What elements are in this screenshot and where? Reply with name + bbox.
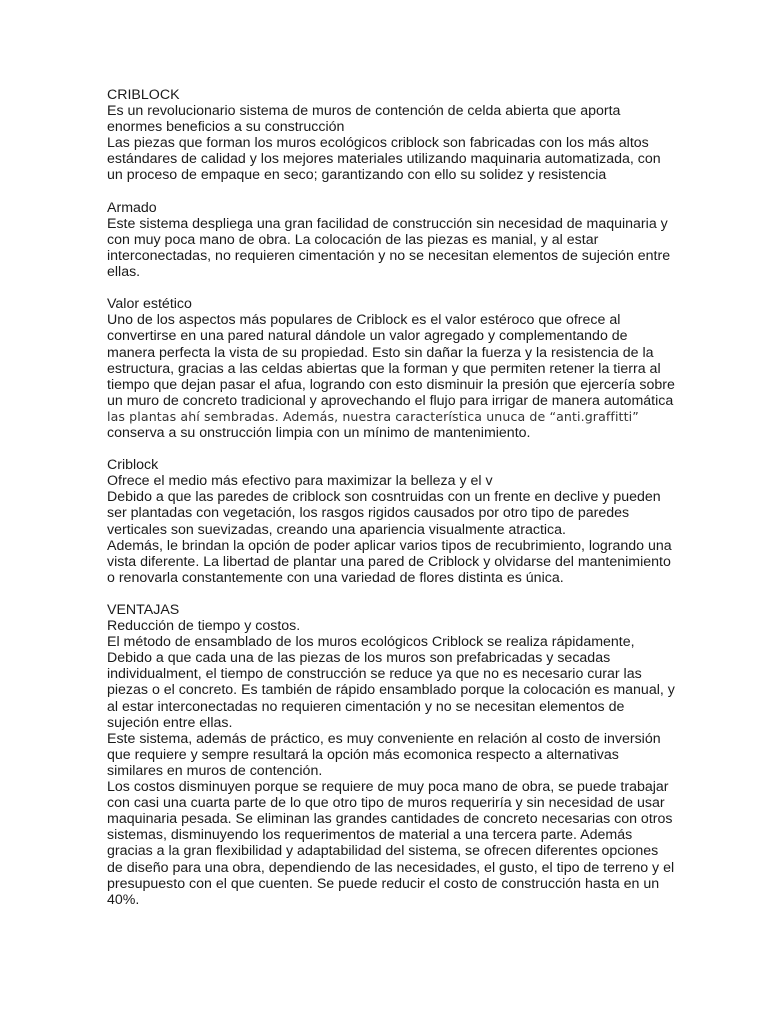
- text-line: verticales son suevizadas, creando una apariencia visualmente atractica.: [107, 521, 566, 538]
- heading-ventajas: VENTAJAS: [107, 602, 180, 618]
- text-line: 40%.: [107, 891, 140, 908]
- text-line: Debido a que las paredes de criblock son cosntruidas con un frente en declive y pueden: [107, 489, 661, 506]
- text-line: vista diferente. La libertad de plantar una pared de Criblock y olvidarse del mantenimiento: [107, 553, 671, 570]
- text-line: Uno de los aspectos más populares de Criblock es el valor estéroco que ofrece al: [107, 312, 621, 329]
- text-line: con casi una cuarta parte de lo que otro tipo de muros requeriría y sin necesidad de usar: [107, 795, 665, 812]
- text-line: Además, le brindan la opción de poder aplicar varios tipos de recubrimiento, logrando una: [107, 537, 672, 554]
- text-line: un proceso de empaque en seco; garantizando con ello su solidez y resistencia: [107, 167, 607, 184]
- text-line: convertirse en una pared natural dándole un valor agregado y complementando de: [107, 328, 628, 345]
- text-line: ser plantadas con vegetación, los rasgos rigidos causados por otro tipo de paredes: [107, 505, 630, 522]
- text-line: presupuesto con el que cuenten. Se puede reducir el costo de construcción hasta en un: [107, 875, 660, 892]
- text-line: sistemas, disminuyendo los requerimentos de material a una tercera parte. Además: [107, 827, 633, 844]
- heading-criblock: Criblock: [107, 457, 159, 474]
- text-line: un muro de concreto tradicional y aprovechando el flujo para irrigar de manera automática: [107, 392, 674, 409]
- text-line: Es un revolucionario sistema de muros de contención de celda abierta que aporta: [107, 103, 621, 120]
- document-body: [107, 87, 675, 908]
- text-line: similares en muros de contención.: [107, 762, 323, 779]
- title-criblock: CRIBLOCK: [107, 87, 180, 103]
- paragraph-spacer: [107, 586, 667, 602]
- paragraph-spacer: [107, 184, 667, 200]
- text-line: Las piezas que forman los muros ecológicos criblock son fabricadas con los más altos: [107, 135, 649, 152]
- text-line: Este sistema despliega una gran facilidad de construcción sin necesidad de maquinaria y: [107, 215, 668, 232]
- text-line: manera perfecta la vista de su propiedad. Esto sin dañar la fuerza y la resistencia de la: [107, 344, 654, 361]
- text-line: estándares de calidad y los mejores materiales utilizando maquinaria automatizada, con: [107, 151, 661, 168]
- text-line: o renovarla constantemente con una variedad de flores distinta es única.: [107, 569, 564, 586]
- heading-valor-estetico: Valor estético: [107, 296, 192, 313]
- text-line: de diseño para una obra, dependiendo de las necesidades, el gusto, el tipo de terreno y el: [107, 859, 675, 876]
- text-line: enormes beneficios a su construcción: [107, 119, 345, 136]
- text-line: piezas o el concreto. Es también de rápido ensamblado porque la colocación es manual, y: [107, 682, 675, 699]
- text-line: Ofrece el medio más efectivo para maximizar la belleza y el v: [107, 473, 493, 490]
- heading-armado: Armado: [107, 199, 157, 216]
- paragraph-spacer: [107, 441, 667, 457]
- text-line: que requiere y sempre resultará la opción más ecomonica respecto a alternativas: [107, 746, 619, 763]
- paragraph-spacer: [107, 280, 667, 296]
- text-line: Los costos disminuyen porque se requiere de muy poca mano de obra, se puede trabajar: [107, 779, 669, 796]
- text-line: con muy poca mano de obra. La colocación de las piezas es manial, y al estar: [107, 231, 599, 248]
- text-line: tiempo que dejan pasar el afua, logrando con esto disminuir la presión que ejercería sobre: [107, 376, 675, 393]
- text-line: interconectadas, no requieren cimentación y no se necesitan elementos de sujeción entre: [107, 247, 671, 264]
- text-line: maquinaria pesada. Se eliminan las grandes cantidades de concreto necesarias con otros: [107, 811, 673, 828]
- text-line: sujeción entre ellas.: [107, 714, 233, 731]
- text-line: las plantas ahí sembradas. Además, nuestra característica unuca de “anti.graffitti”: [107, 408, 639, 424]
- text-line: al estar interconectadas no requieren cimentación y no se necesitan elementos de: [107, 698, 625, 715]
- text-line: gracias a la gran flexibilidad y adaptabilidad del sistema, se ofrecen diferentes opciones: [107, 843, 659, 860]
- text-line: Reducción de tiempo y costos.: [107, 618, 301, 635]
- text-line: estructura, gracias a las celdas abiertas que la forman y que permiten retener la tierra al: [107, 360, 661, 377]
- text-line: El método de ensamblado de los muros ecológicos Criblock se realiza rápidamente,: [107, 634, 635, 651]
- text-line: Este sistema, además de práctico, es muy conveniente en relación al costo de inversión: [107, 730, 661, 747]
- text-line: conserva a su onstrucción limpia con un mínimo de mantenimiento.: [107, 424, 531, 441]
- text-line: Debido a que cada una de las piezas de los muros son prefabricadas y secadas: [107, 650, 611, 667]
- text-line: individualment, el tiempo de construcción se reduce ya que no es necesario curar las: [107, 666, 642, 683]
- text-line: ellas.: [107, 264, 141, 281]
